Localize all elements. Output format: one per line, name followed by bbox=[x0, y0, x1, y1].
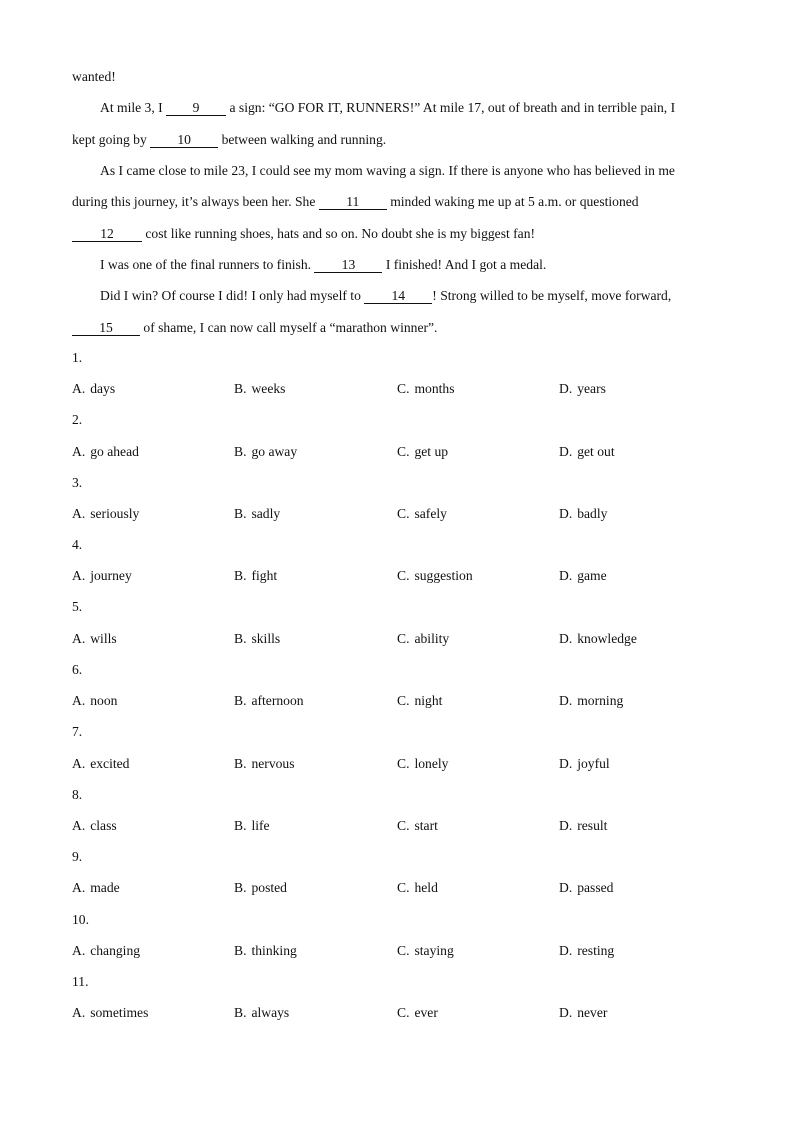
option-text: badly bbox=[577, 506, 608, 521]
option-text: go ahead bbox=[90, 444, 139, 459]
option-label: D. bbox=[559, 880, 573, 895]
option-label: D. bbox=[559, 943, 573, 958]
question-number: 1. bbox=[72, 350, 83, 365]
option-label: C. bbox=[397, 943, 410, 958]
passage-line-1 bbox=[72, 68, 722, 86]
option-label: C. bbox=[397, 568, 410, 583]
option-label: B. bbox=[234, 506, 247, 521]
passage-text: of shame, I can now call myself a “marathon winner”. bbox=[140, 320, 438, 335]
passage-line-9 bbox=[72, 319, 722, 337]
question-number: 4. bbox=[72, 537, 83, 552]
passage-line-8 bbox=[100, 287, 750, 305]
option-d[interactable] bbox=[559, 380, 606, 398]
blank-12: 12 bbox=[72, 227, 142, 242]
option-b[interactable] bbox=[234, 505, 280, 523]
option-a[interactable] bbox=[72, 380, 115, 398]
blank-14: 14 bbox=[364, 289, 432, 304]
option-c[interactable] bbox=[397, 942, 454, 960]
option-label: A. bbox=[72, 444, 86, 459]
option-label: D. bbox=[559, 444, 573, 459]
option-label: D. bbox=[559, 756, 573, 771]
passage-text: a sign: “GO FOR IT, RUNNERS!” At mile 17, out of breath and in terrible pain, I bbox=[226, 100, 676, 115]
option-text: thinking bbox=[251, 943, 297, 958]
passage-line-4 bbox=[100, 162, 750, 180]
option-label: D. bbox=[559, 818, 573, 833]
option-label: A. bbox=[72, 943, 86, 958]
option-c[interactable] bbox=[397, 380, 455, 398]
option-d[interactable] bbox=[559, 755, 610, 773]
option-label: C. bbox=[397, 693, 410, 708]
option-c[interactable] bbox=[397, 630, 449, 648]
option-a[interactable] bbox=[72, 817, 117, 835]
option-text: suggestion bbox=[414, 568, 473, 583]
question-number: 6. bbox=[72, 662, 83, 677]
option-text: sadly bbox=[251, 506, 281, 521]
option-text: afternoon bbox=[251, 693, 304, 708]
option-text: morning bbox=[577, 693, 624, 708]
option-c[interactable] bbox=[397, 567, 473, 585]
option-text: nervous bbox=[251, 756, 295, 771]
option-text: sometimes bbox=[90, 1005, 149, 1020]
option-c[interactable] bbox=[397, 443, 448, 461]
option-label: C. bbox=[397, 880, 410, 895]
option-label: A. bbox=[72, 1005, 86, 1020]
option-text: made bbox=[90, 880, 120, 895]
option-label: A. bbox=[72, 756, 86, 771]
option-text: life bbox=[251, 818, 270, 833]
option-d[interactable] bbox=[559, 505, 607, 523]
option-label: C. bbox=[397, 1005, 410, 1020]
option-a[interactable] bbox=[72, 879, 120, 897]
option-a[interactable] bbox=[72, 755, 129, 773]
option-label: D. bbox=[559, 568, 573, 583]
option-b[interactable] bbox=[234, 817, 270, 835]
option-text: skills bbox=[251, 631, 281, 646]
option-d[interactable] bbox=[559, 879, 613, 897]
passage-line-5 bbox=[72, 193, 722, 211]
option-text: ability bbox=[414, 631, 450, 646]
option-text: journey bbox=[90, 568, 132, 583]
option-text: excited bbox=[90, 756, 130, 771]
option-text: fight bbox=[251, 568, 278, 583]
option-b[interactable] bbox=[234, 755, 295, 773]
option-text: passed bbox=[577, 880, 614, 895]
option-text: resting bbox=[577, 943, 615, 958]
option-d[interactable] bbox=[559, 567, 607, 585]
option-c[interactable] bbox=[397, 879, 438, 897]
option-a[interactable] bbox=[72, 505, 139, 523]
option-text: staying bbox=[414, 943, 454, 958]
option-b[interactable] bbox=[234, 942, 297, 960]
passage-line-7 bbox=[100, 256, 750, 274]
question-number: 3. bbox=[72, 475, 83, 490]
passage-text: ! Strong willed to be myself, move forward, bbox=[432, 288, 672, 303]
option-d[interactable] bbox=[559, 1004, 607, 1022]
option-label: A. bbox=[72, 631, 86, 646]
option-text: always bbox=[251, 1005, 290, 1020]
option-label: D. bbox=[559, 506, 573, 521]
option-text: weeks bbox=[251, 381, 286, 396]
option-c[interactable] bbox=[397, 505, 447, 523]
passage-text: As I came close to mile 23, I could see my mom waving a sign. If there is anyone who has believed in me bbox=[100, 163, 675, 178]
option-a[interactable] bbox=[72, 942, 140, 960]
option-text: changing bbox=[90, 943, 141, 958]
option-label: A. bbox=[72, 381, 86, 396]
passage-text: during this journey, it’s always been her. She bbox=[72, 194, 319, 209]
option-label: A. bbox=[72, 818, 86, 833]
option-label: B. bbox=[234, 880, 247, 895]
option-text: night bbox=[414, 693, 443, 708]
passage-line-6 bbox=[72, 225, 722, 243]
option-a[interactable] bbox=[72, 443, 139, 461]
option-b[interactable] bbox=[234, 1004, 289, 1022]
passage-text: minded waking me up at 5 a.m. or questioned bbox=[386, 194, 639, 209]
blank-10: 10 bbox=[150, 133, 218, 148]
option-text: seriously bbox=[90, 506, 140, 521]
option-text: joyful bbox=[577, 756, 610, 771]
passage-text: At mile 3, I bbox=[100, 100, 167, 115]
question-number: 8. bbox=[72, 787, 83, 802]
option-a[interactable] bbox=[72, 1004, 148, 1022]
passage-text: cost like running shoes, hats and so on. No doubt she is my biggest fan! bbox=[142, 226, 536, 241]
option-label: D. bbox=[559, 1005, 573, 1020]
option-text: months bbox=[414, 381, 455, 396]
option-label: B. bbox=[234, 693, 247, 708]
option-label: B. bbox=[234, 1005, 247, 1020]
passage-line-2 bbox=[100, 99, 750, 117]
question-number: 5. bbox=[72, 599, 83, 614]
option-c[interactable] bbox=[397, 1004, 438, 1022]
option-label: B. bbox=[234, 381, 247, 396]
option-b[interactable] bbox=[234, 692, 304, 710]
option-label: B. bbox=[234, 818, 247, 833]
option-label: D. bbox=[559, 381, 573, 396]
option-text: class bbox=[90, 818, 117, 833]
passage-text: I finished! And I got a medal. bbox=[382, 257, 547, 272]
option-label: B. bbox=[234, 568, 247, 583]
option-label: D. bbox=[559, 693, 573, 708]
option-d[interactable] bbox=[559, 443, 615, 461]
option-d[interactable] bbox=[559, 942, 614, 960]
option-text: go away bbox=[251, 444, 298, 459]
passage-text: wanted! bbox=[72, 69, 116, 84]
option-b[interactable] bbox=[234, 380, 285, 398]
blank-9: 9 bbox=[166, 101, 226, 116]
question-number: 11. bbox=[72, 974, 89, 989]
option-c[interactable] bbox=[397, 755, 448, 773]
option-label: C. bbox=[397, 631, 410, 646]
option-a[interactable] bbox=[72, 630, 117, 648]
option-label: B. bbox=[234, 943, 247, 958]
option-label: D. bbox=[559, 631, 573, 646]
option-b[interactable] bbox=[234, 567, 277, 585]
option-d[interactable] bbox=[559, 630, 637, 648]
option-text: posted bbox=[251, 880, 287, 895]
passage-text: kept going by bbox=[72, 132, 151, 147]
passage-line-3 bbox=[72, 131, 722, 149]
option-text: result bbox=[577, 818, 608, 833]
option-c[interactable] bbox=[397, 692, 442, 710]
option-label: A. bbox=[72, 880, 86, 895]
option-text: get up bbox=[414, 444, 449, 459]
blank-15: 15 bbox=[72, 321, 140, 336]
option-label: A. bbox=[72, 693, 86, 708]
option-text: never bbox=[577, 1005, 608, 1020]
option-label: C. bbox=[397, 506, 410, 521]
question-number: 9. bbox=[72, 849, 83, 864]
option-text: start bbox=[414, 818, 438, 833]
option-a[interactable] bbox=[72, 692, 117, 710]
option-label: C. bbox=[397, 381, 410, 396]
option-label: A. bbox=[72, 506, 86, 521]
option-text: wills bbox=[90, 631, 117, 646]
option-d[interactable] bbox=[559, 692, 623, 710]
option-label: C. bbox=[397, 818, 410, 833]
option-text: lonely bbox=[414, 756, 449, 771]
option-text: get out bbox=[577, 444, 615, 459]
passage-text: between walking and running. bbox=[218, 132, 387, 147]
option-label: B. bbox=[234, 444, 247, 459]
option-text: safely bbox=[414, 506, 447, 521]
option-label: C. bbox=[397, 444, 410, 459]
question-number: 10. bbox=[72, 912, 89, 927]
option-b[interactable] bbox=[234, 443, 297, 461]
option-text: held bbox=[414, 880, 438, 895]
option-label: A. bbox=[72, 568, 86, 583]
option-label: B. bbox=[234, 631, 247, 646]
question-number: 2. bbox=[72, 412, 83, 427]
option-text: game bbox=[577, 568, 607, 583]
option-c[interactable] bbox=[397, 817, 438, 835]
option-b[interactable] bbox=[234, 879, 287, 897]
option-d[interactable] bbox=[559, 817, 607, 835]
blank-13: 13 bbox=[314, 258, 382, 273]
option-text: noon bbox=[90, 693, 118, 708]
passage-text: Did I win? Of course I did! I only had myself to bbox=[100, 288, 365, 303]
option-text: years bbox=[577, 381, 606, 396]
option-b[interactable] bbox=[234, 630, 280, 648]
option-label: B. bbox=[234, 756, 247, 771]
option-text: days bbox=[90, 381, 116, 396]
option-label: C. bbox=[397, 756, 410, 771]
option-text: knowledge bbox=[577, 631, 637, 646]
option-a[interactable] bbox=[72, 567, 132, 585]
blank-11: 11 bbox=[319, 195, 387, 210]
question-number: 7. bbox=[72, 724, 83, 739]
option-text: ever bbox=[414, 1005, 438, 1020]
passage-text: I was one of the final runners to finish. bbox=[100, 257, 315, 272]
